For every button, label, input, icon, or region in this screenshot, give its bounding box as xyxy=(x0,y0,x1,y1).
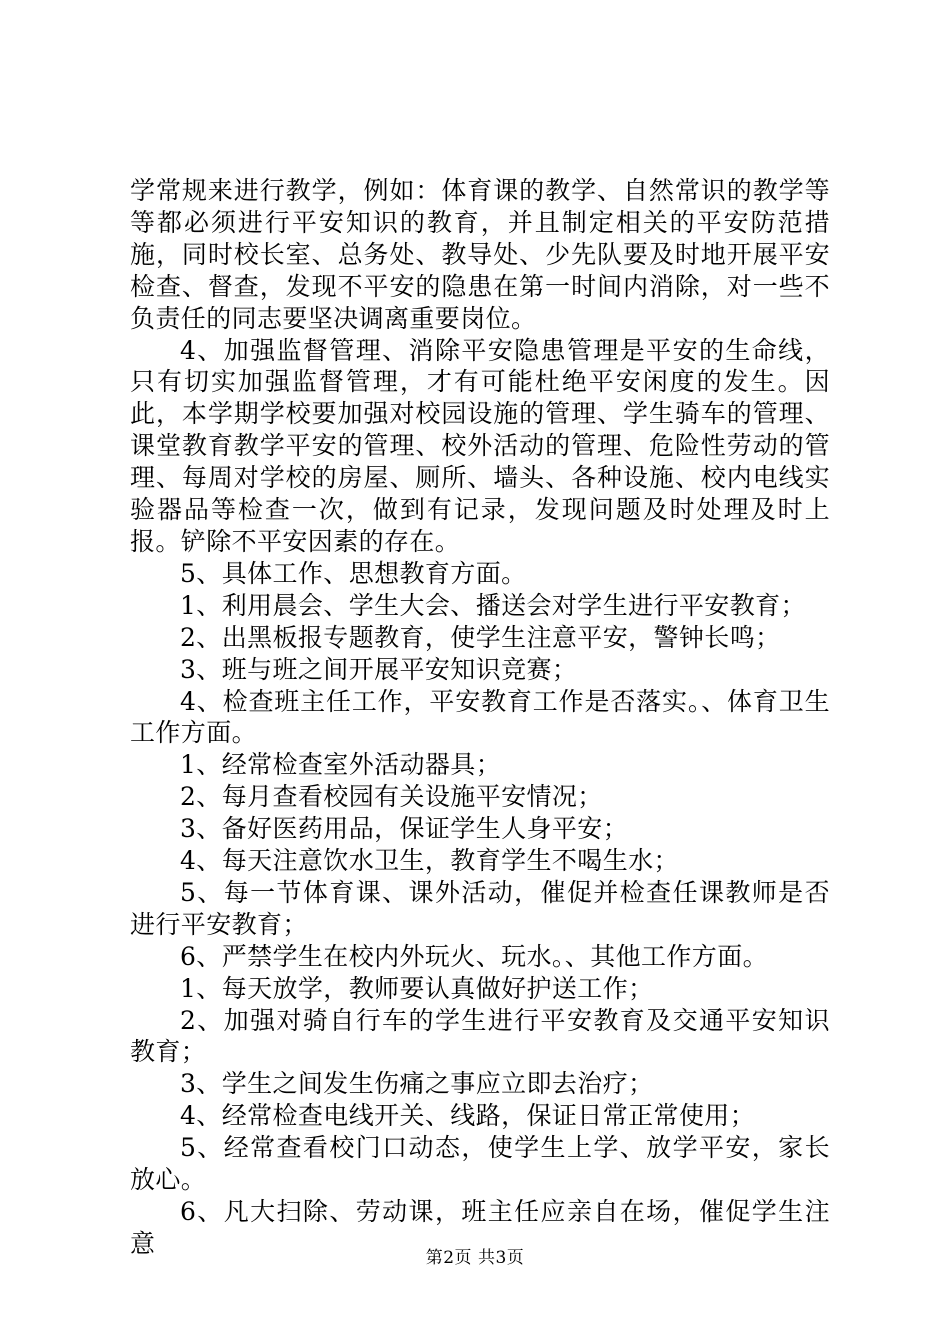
paragraph: 6、凡大扫除、劳动课，班主任应亲自在场，催促学生注意 xyxy=(130,1197,830,1258)
paragraph: 4、检查班主任工作，平安教育工作是否落实。、体育卫生工作方面。 xyxy=(130,686,830,748)
paragraph: 3、备好医药用品，保证学生人身平安； xyxy=(180,814,629,844)
document-body xyxy=(130,175,830,1260)
paragraph: 1、每天放学，教师要认真做好护送工作； xyxy=(180,973,654,1003)
paragraph: 6、严禁学生在校内外玩火、玩水。、其他工作方面。 xyxy=(180,941,769,971)
paragraph: 5、经常查看校门口动态，使学生上学、放学平安，家长放心。 xyxy=(130,1133,830,1195)
paragraph: 2、出黑板报专题教育，使学生注意平安，警钟长鸣； xyxy=(180,622,781,652)
paragraph: 4、每天注意饮水卫生，教育学生不喝生水； xyxy=(180,846,679,876)
page-footer xyxy=(0,1243,950,1268)
paragraph: 3、学生之间发生伤痛之事应立即去治疗； xyxy=(180,1069,654,1099)
paragraph: 4、加强监督管理、消除平安隐患管理是平安的生命线，只有切实加强监督管理，才有可能杜绝平安闲度的发生。因此，本学期学校要加强对校园设施的管理、学生骑车的管理、课堂教育教学平安的管理、校外活动的管理、危险性劳动的管理、每周对学校的房屋、厕所、墙头、各种设施、校内电线实验器品等检查一次，做到有记录，发现问题及时处理及时上报。铲除不平安因素的存在。 xyxy=(130,335,830,556)
page-number-label: 第2页 共3页 xyxy=(425,1248,525,1268)
paragraph: 5、具体工作、思想教育方面。 xyxy=(180,558,527,588)
paragraph: 2、加强对骑自行车的学生进行平安教育及交通平安知识教育； xyxy=(130,1005,830,1067)
paragraph: 2、每月查看校园有关设施平安情况； xyxy=(180,782,603,812)
paragraph: 学常规来进行教学，例如：体育课的教学、自然常识的教学等等都必须进行平安知识的教育，并且制定相关的平安防范措施，同时校长室、总务处、教导处、少先队要及时地开展平安检查、督查，发现不平安的隐患在第一时间内消除，对一些不负责任的同志要坚决调离重要岗位。 xyxy=(130,176,830,333)
paragraph: 4、经常检查电线开关、线路，保证日常正常使用； xyxy=(180,1101,756,1131)
paragraph: 5、每一节体育课、课外活动，催促并检查任课教师是否进行平安教育； xyxy=(130,877,830,939)
paragraph: 1、经常检查室外活动器具； xyxy=(180,750,502,780)
paragraph: 1、利用晨会、学生大会、播送会对学生进行平安教育； xyxy=(180,590,806,620)
paragraph: 3、班与班之间开展平安知识竞赛； xyxy=(180,654,578,684)
